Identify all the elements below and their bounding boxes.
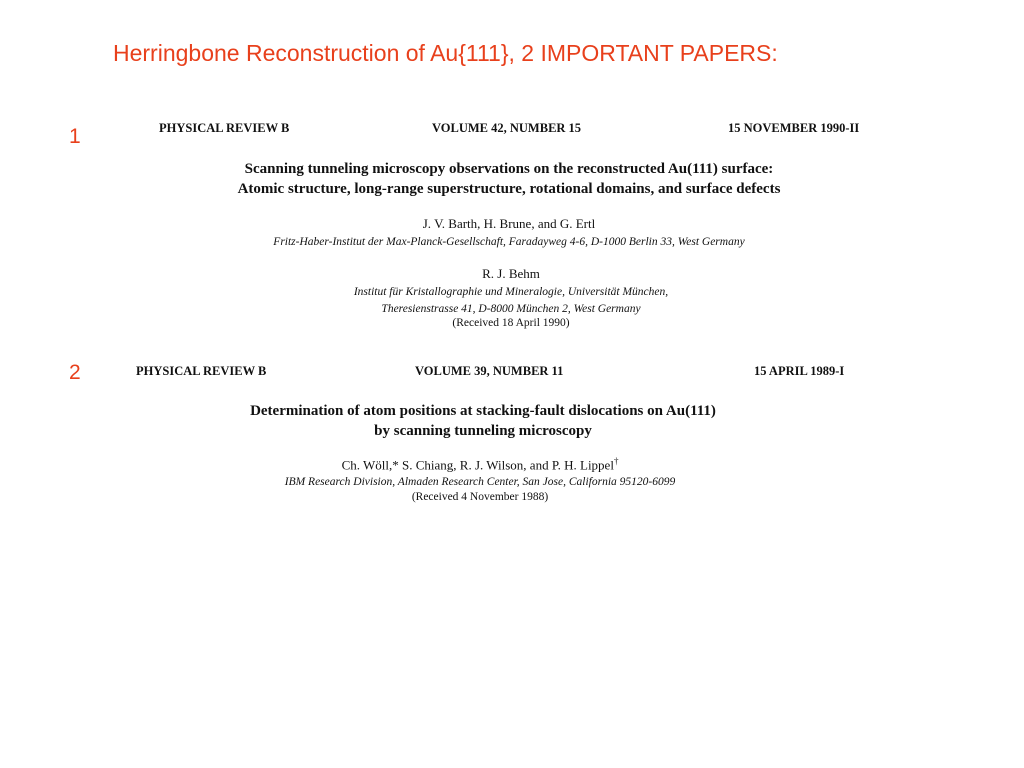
paper-1-title [0, 159, 1021, 199]
paper-2-dagger-mark: † [613, 456, 619, 466]
paper-number-1: 1 [69, 125, 81, 148]
paper-2-header [0, 364, 1024, 382]
paper-1-affiliation-2-line-2: Theresienstrasse 41, D-8000 München 2, West Germany [381, 303, 641, 315]
paper-2-received: (Received 4 November 1988) [411, 491, 549, 503]
paper-1-affiliation: Fritz-Haber-Institut der Max-Planck-Gesellschaft, Faradayweg 4-6, D-1000 Berlin 33, West Germany [273, 236, 745, 248]
paper-1-date: 15 NOVEMBER 1990-II [728, 121, 860, 135]
paper-1-journal: PHYSICAL REVIEW B [159, 121, 290, 135]
paper-1-affiliation-2 [0, 284, 1023, 318]
paper-1-received: (Received 18 April 1990) [452, 317, 570, 329]
paper-1-authors: J. V. Barth, H. Brune, and G. Ertl [422, 216, 596, 231]
paper-1-volume: VOLUME 42, NUMBER 15 [432, 121, 582, 135]
paper-1-authors-2: R. J. Behm [482, 266, 540, 281]
paper-2-title-line-1: Determination of atom positions at stacking-fault dislocations on Au(111) [250, 403, 716, 419]
paper-2-title [0, 401, 995, 441]
paper-1-title-line-1: Scanning tunneling microscopy observations on the reconstructed Au(111) surface: [244, 161, 774, 177]
paper-2-authors-text: Ch. Wöll,* S. Chiang, R. J. Wilson, and P. H. Lippel [341, 457, 614, 473]
paper-1-affiliation-2-line-1: Institut für Kristallographie und Mineralogie, Universität München, [353, 286, 669, 298]
paper-2-title-line-2: by scanning tunneling microscopy [374, 423, 592, 439]
paper-2-authors [0, 456, 992, 473]
paper-2-journal: PHYSICAL REVIEW B [136, 364, 267, 378]
paper-number-2: 2 [69, 361, 81, 384]
paper-1-title-line-2: Atomic structure, long-range superstructure, rotational domains, and surface defects [237, 181, 781, 197]
paper-1-header [0, 121, 1024, 139]
paper-2-date: 15 APRIL 1989-I [754, 364, 845, 378]
slide-title: Herringbone Reconstruction of Au{111}, 2 IMPORTANT PAPERS: [113, 40, 778, 66]
paper-2-affiliation: IBM Research Division, Almaden Research Center, San Jose, California 95120-6099 [284, 476, 676, 488]
paper-2-volume: VOLUME 39, NUMBER 11 [415, 364, 564, 378]
